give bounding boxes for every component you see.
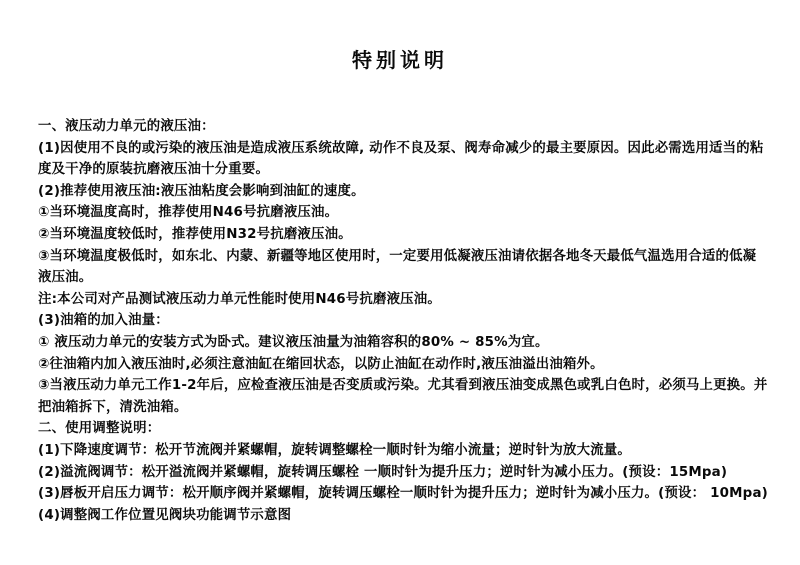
paragraph: (2)推荐使用液压油:液压油粘度会影响到油缸的速度。 <box>38 183 365 199</box>
paragraph: ②往油箱内加入液压油时,必须注意油缸在缩回状态，以防止油缸在动作时,液压油溢出油箱外。 <box>38 356 604 372</box>
paragraph: (2)溢流阀调节：松开溢流阀并紧螺帽，旋转调压螺栓 一顺时针为提升压力；逆时针为减小压力。(预设：15Mpa) <box>38 464 728 480</box>
paragraph: (1)下降速度调节：松开节流阀并紧螺帽，旋转调整螺栓一顺时针为缩小流量；逆时针为放大流量。 <box>38 442 631 458</box>
section-heading: 二、使用调整说明： <box>38 421 161 437</box>
paragraph: 注:本公司对产品测试液压动力单元性能时使用N46号抗磨液压油。 <box>38 291 441 307</box>
paragraph: (1)因使用不良的或污染的液压油是造成液压系统故障, 动作不良及泵、阀寿命减少的最主要原因。因此必需选用适当的粘度及干净的原装抗磨液压油十分重要。 <box>38 140 764 178</box>
page-title: 特别说明 <box>352 48 448 72</box>
paragraph: (4)调整阀工作位置见阀块功能调节示意图 <box>38 507 292 523</box>
section-heading: 一、液压动力单元的液压油： <box>38 119 215 134</box>
paragraph: (3)油箱的加入油量： <box>38 313 169 329</box>
paragraph: (3)唇板开启压力调节：松开顺序阀并紧螺帽，旋转调压螺栓一顺时针为提升压力；逆时针为减小压力。(预设： 10Mpa) <box>38 486 768 502</box>
paragraph: ②当环境温度较低时，推荐使用N32号抗磨液压油。 <box>38 226 352 242</box>
paragraph: ①当环境温度高时，推荐使用N46号抗磨液压油。 <box>38 205 339 221</box>
document-body <box>38 116 768 526</box>
paragraph: ③当液压动力单元工作1-2年后，应检查液压油是否变质或污染。尤其看到液压油变成黑色或乳白色时，必须马上更换。并把油箱拆下，清洗油箱。 <box>38 378 768 415</box>
paragraph: ① 液压动力单元的安装方式为卧式。建议液压油量为油箱容积的80% ~ 85%为宜。 <box>38 334 549 350</box>
paragraph: ③当环境温度极低时，如东北、内蒙、新疆等地区使用时，一定要用低凝液压油请依据各地冬天最低气温选用合适的低凝液压油。 <box>38 248 757 286</box>
